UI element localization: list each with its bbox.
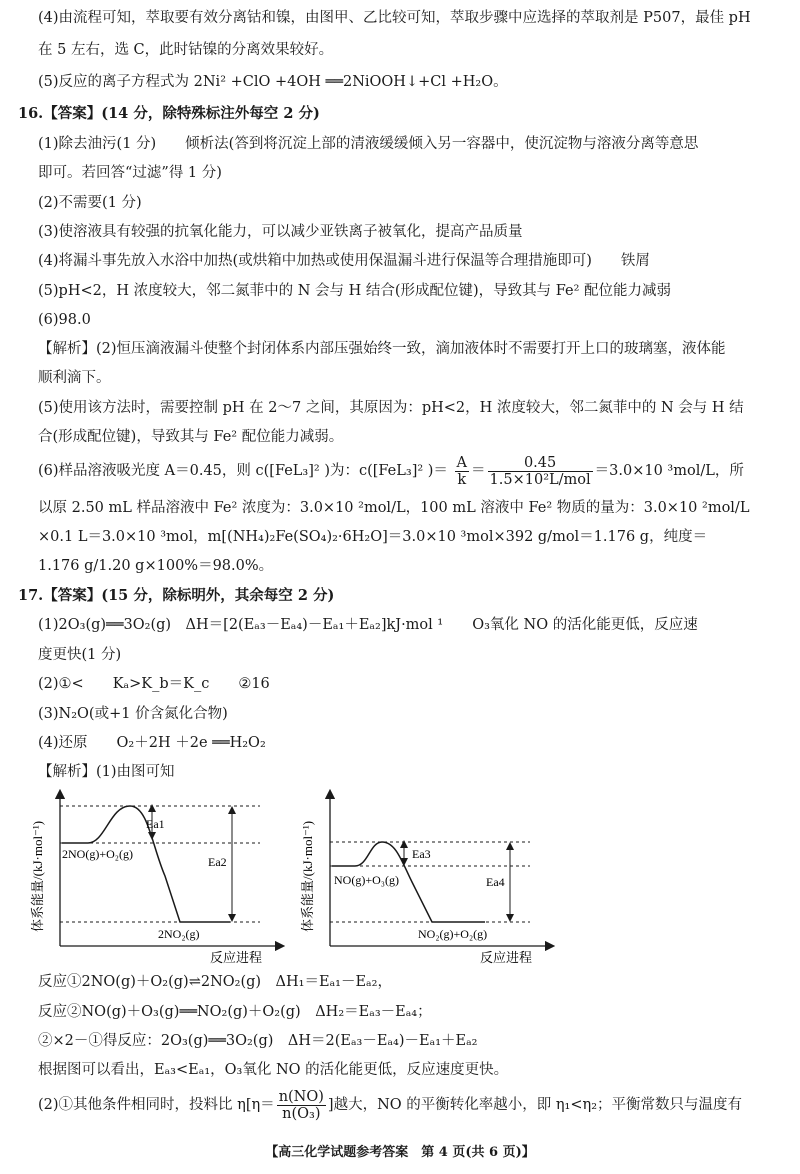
fraction-numerator: 0.45	[488, 455, 593, 472]
analysis-line: 【解析】(2)恒压滴液漏斗使整个封闭体系内部压强始终一致，滴加液体时不需要打开上口的玻璃塞，液体能	[38, 341, 726, 357]
text-line: (4)由流程可知，萃取要有效分离钴和镍，由图甲、乙比较可知，萃取步骤中应选择的萃取剂是 P507，最佳 pH	[38, 10, 751, 26]
text-line: (1)除去油污(1 分) 倾析法(答到将沉淀上部的清液缓缓倾入另一容器中，使沉淀物与溶液分离等意思	[38, 136, 699, 152]
fraction-value	[488, 455, 593, 488]
text-line: (2)不需要(1 分)	[38, 195, 142, 211]
text-line: 以原 2.50 mL 样品溶液中 Fe² 浓度为：3.0×10 ²mol/L，100 mL 溶液中 Fe² 物质的量为：3.0×10 ²mol/L	[38, 500, 750, 516]
ea1-label: Ea1	[146, 817, 165, 831]
text-line: (4)将漏斗事先放入水浴中加热(或烘箱中加热或使用保温漏斗进行保温等合理措施即可) 铁屑	[38, 253, 650, 269]
text-line: 反应①2NO(g)＋O₂(g)⇌2NO₂(g) ΔH₁＝Eₐ₁－Eₐ₂，	[38, 974, 392, 990]
analysis-line: 【解析】(1)由图可知	[38, 764, 175, 780]
ea2-label: Ea2	[208, 855, 227, 869]
text-span: ]越大，NO 的平衡转化率越小，即 η₁<η₂；平衡常数只与温度有	[327, 1097, 743, 1113]
fraction-denominator: 1.5×10²L/mol	[489, 471, 591, 488]
x-axis-label: 反应进程	[480, 950, 533, 965]
x-axis-label: 反应进程	[210, 950, 263, 965]
text-line: (5)反应的离子方程式为 2Ni² +ClO +4OH ══2NiOOH↓+Cl +H₂O。	[38, 74, 508, 90]
text-line: 度更快(1 分)	[38, 647, 122, 663]
reactant-label: 2NO(g)+O₂(g)	[62, 847, 133, 861]
y-axis-label: 体系能量/(kJ·mol⁻¹)	[30, 820, 45, 932]
y-axis-label: 体系能量/(kJ·mol⁻¹)	[300, 820, 315, 932]
fraction-denominator: k	[457, 471, 467, 488]
ea4-label: Ea4	[486, 875, 505, 889]
fraction-a-over-k	[455, 455, 469, 488]
reactant-label: NO(g)+O₃(g)	[334, 873, 399, 887]
ea3-label: Ea3	[412, 847, 431, 861]
fraction-eta	[277, 1089, 326, 1122]
text-line: 反应②NO(g)＋O₃(g)══NO₂(g)＋O₂(g) ΔH₂＝Eₐ₃－Eₐ₄；	[38, 1004, 432, 1020]
q17-heading: 17.【答案】(15 分，除标明外，其余每空 2 分)	[18, 587, 335, 604]
text-line: (6)98.0	[38, 312, 91, 328]
text-line: 在 5 左右，选 C，此时钴镍的分离效果较好。	[38, 42, 334, 58]
fraction-denominator: n(O₃)	[282, 1105, 321, 1122]
text-line: (5)pH<2，H 浓度较大，邻二氮菲中的 N 会与 H 结合(形成配位键)，导致其与 Fe² 配位能力减弱	[38, 283, 672, 299]
product-label: NO₂(g)+O₂(g)	[418, 927, 488, 941]
text-line: (1)2O₃(g)══3O₂(g) ΔH＝[2(Eₐ₃－Eₐ₄)－Eₐ₁＋Eₐ₂]kJ·mol ¹ O₃氧化 NO 的活化能更低，反应速	[38, 617, 698, 633]
text-line: ②×2－①得反应：2O₃(g)══3O₂(g) ΔH＝2(Eₐ₃－Eₐ₄)－Eₐ₁＋Eₐ₂	[38, 1033, 478, 1049]
fraction-numerator: A	[456, 454, 468, 471]
page-footer: 【高三化学试题参考答案 第 4 页(共 6 页)】	[265, 1145, 535, 1160]
q16-heading: 16.【答案】(14 分，除特殊标注外每空 2 分)	[18, 105, 320, 122]
text-line: 1.176 g/1.20 g×100%＝98.0%。	[38, 558, 274, 574]
energy-diagram-left	[30, 786, 290, 968]
text-line: (3)N₂O(或+1 价含氮化合物)	[38, 706, 228, 722]
text-line: 即可。若回答“过滤”得 1 分)	[38, 165, 222, 181]
text-line: (5)使用该方法时，需要控制 pH 在 2～7 之间，其原因为：pH<2，H 浓度较大，邻二氮菲中的 N 会与 H 结	[38, 400, 744, 416]
text-line: (4)还原 O₂＋2H ＋2e ══H₂O₂	[38, 735, 266, 751]
text-span: (6)样品溶液吸光度 A＝0.45，则 c([FeL₃]² )为：c([FeL₃]² )＝	[38, 463, 448, 479]
fraction-numerator: n(NO)	[278, 1088, 324, 1105]
text-span: (2)①其他条件相同时，投料比 η[η＝	[38, 1097, 275, 1113]
energy-diagram-right	[300, 786, 560, 968]
formula-line	[38, 1088, 742, 1122]
text-line: (2)①< Kₐ>K_b＝K_c ②16	[38, 676, 270, 692]
text-line: 顺利滴下。	[38, 370, 111, 386]
text-line: 根据图可以看出，Eₐ₃<Eₐ₁，O₃氧化 NO 的活化能更低，反应速度更快。	[38, 1062, 509, 1078]
product-label: 2NO₂(g)	[158, 927, 200, 941]
text-line: (3)使溶液具有较强的抗氧化能力，可以减少亚铁离子被氧化，提高产品质量	[38, 224, 523, 240]
formula-line: (6)样品溶液吸光度 A＝0.45，则 c([FeL₃]² )为：c([FeL₃]² )＝ $\frac{A}{k}$ ＝ $\frac{0.45}{\text{1.5×10²L/mol}}$ ＝3.0×10 ³mol/L，所	[38, 454, 744, 488]
text-span: ＝3.0×10 ³mol/L，所	[594, 463, 744, 479]
text-line: 合(形成配位键)，导致其与 Fe² 配位能力减弱。	[38, 429, 344, 445]
text-line: ×0.1 L＝3.0×10 ³mol，m[(NH₄)₂Fe(SO₄)₂·6H₂O]＝3.0×10 ³mol×392 g/mol＝1.176 g，纯度＝	[38, 529, 708, 545]
